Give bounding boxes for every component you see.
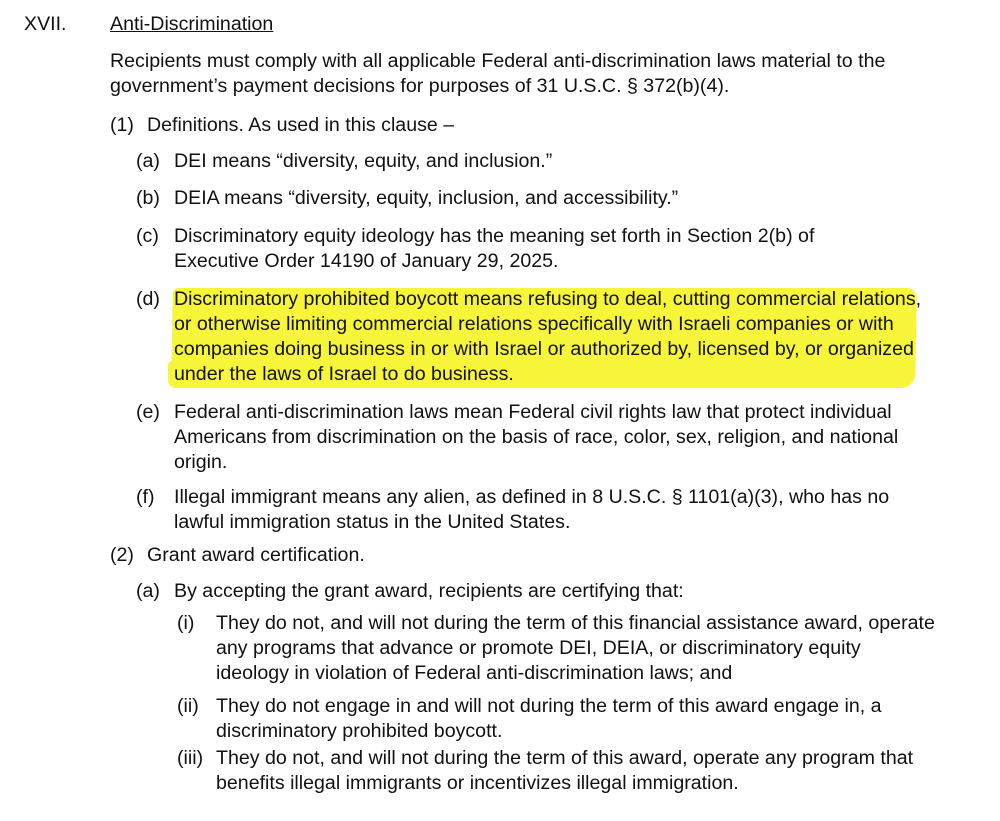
subitem-label-ii: (ii) (177, 695, 199, 717)
section-intro: Recipients must comply with all applicable Federal anti-discrimination laws material to the government’s payment decisions for purposes of 31 U.S.C. § 372(b)(4). (110, 50, 886, 97)
definition-label-c: (c) (136, 225, 159, 247)
definitions-heading: Definitions. As used in this clause – (147, 114, 455, 136)
definition-text-b: DEIA means “diversity, equity, inclusion, and accessibility.” (174, 187, 679, 209)
certification-item-label: (a) (136, 580, 160, 602)
section-title: Anti-Discrimination (110, 13, 274, 35)
definition-label-a: (a) (136, 150, 160, 172)
definition-text-d: Discriminatory prohibited boycott means refusing to deal, cutting commercial relations, or otherwise limiting commercial relations specifically with Israeli companies or with companies doing business in or with Israel or authorized by, licensed by, or organized under the laws of Israel to do business. (174, 288, 922, 385)
definition-text-a: DEI means “diversity, equity, and inclusion.” (174, 150, 553, 172)
subitem-label-i: (i) (177, 612, 195, 634)
subitem-text-i: They do not, and will not during the term of this financial assistance award, operate any programs that advance or promote DEI, DEIA, or discriminatory equity ideology in violation of Federal anti-discrimination laws; and (216, 612, 935, 684)
certification-heading: Grant award certification. (147, 544, 365, 566)
definition-text-f: Illegal immigrant means any alien, as defined in 8 U.S.C. § 1101(a)(3), who has no lawful immigration status in the United States. (174, 486, 890, 533)
definition-text-c: Discriminatory equity ideology has the meaning set forth in Section 2(b) of Executive Order 14190 of January 29, 2025. (174, 225, 815, 272)
subitem-label-iii: (iii) (177, 747, 204, 769)
subitem-text-iii: They do not, and will not during the term of this award, operate any program that benefits illegal immigrants or incentivizes illegal immigration. (216, 747, 914, 794)
definition-text-e: Federal anti-discrimination laws mean Federal civil rights law that protect individual Americans from discrimination on the basis of race, color, sex, religion, and national origin. (174, 401, 899, 473)
certification-number: (2) (110, 544, 134, 566)
definition-label-b: (b) (136, 187, 160, 209)
definition-label-f: (f) (136, 486, 155, 508)
section-number: XVII. (24, 13, 67, 35)
certification-item-text: By accepting the grant award, recipients are certifying that: (174, 580, 684, 602)
definition-label-d: (d) (136, 288, 160, 310)
subitem-text-ii: They do not engage in and will not during the term of this award engage in, a discriminatory prohibited boycott. (216, 695, 882, 742)
definition-label-e: (e) (136, 401, 160, 423)
definitions-number: (1) (110, 114, 134, 136)
